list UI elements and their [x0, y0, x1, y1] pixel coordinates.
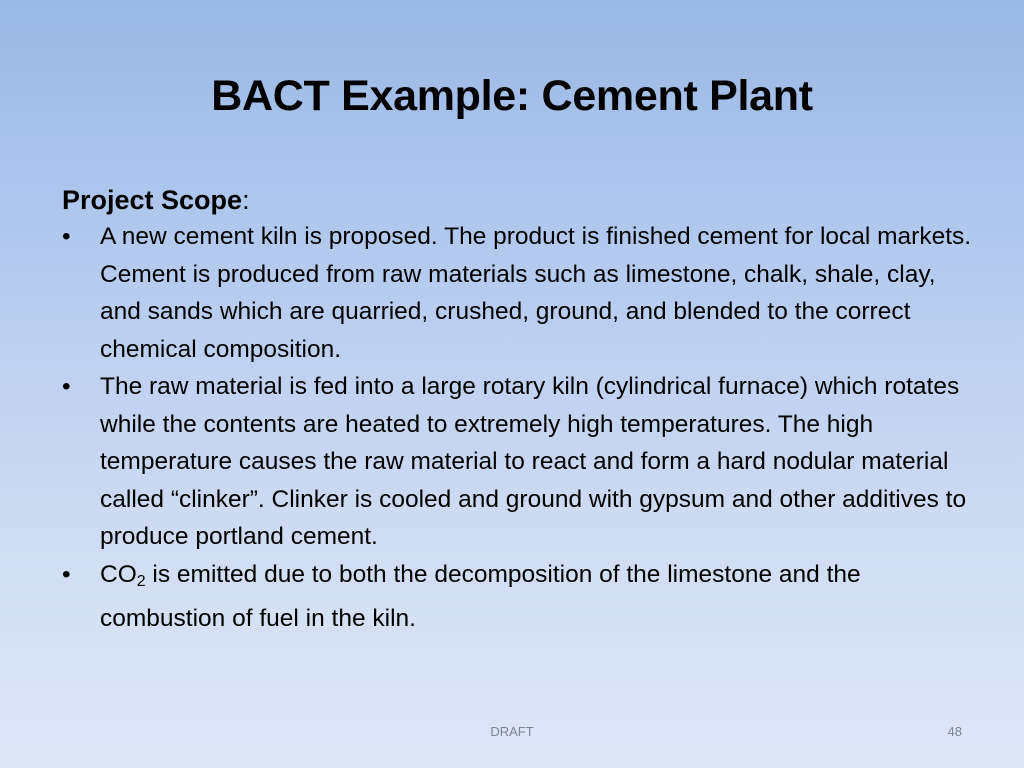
bullet-item [62, 556, 972, 638]
bullet-marker: • [62, 560, 71, 588]
bullet-item [62, 368, 972, 556]
bullet-text: The raw material is fed into a large rotary kiln (cylindrical furnace) which rotates while the contents are heated to extremely high temperatures. The high temperature causes the raw material to react and form a hard nodular material called “clinker”. Clinker is cooled and ground with gypsum and other additives to produce portland cement. [100, 373, 967, 550]
co2-formula: CO [100, 560, 137, 588]
project-scope-heading [62, 182, 972, 218]
slide-body [62, 182, 972, 637]
bullet-text: A new cement kiln is proposed. The product is finished cement for local markets. Cement is produced from raw materials such as limestone, chalk, shale, clay, and sands which are quarried, crushed, ground, and blended to the correct chemical composition. [100, 223, 972, 363]
project-scope-colon: : [242, 185, 250, 215]
bullet-marker: • [62, 223, 71, 250]
co2-subscript: 2 [136, 572, 146, 590]
slide-title: BACT Example: Cement Plant [211, 72, 813, 120]
bullet-list [62, 218, 972, 637]
bullet-text [100, 561, 861, 632]
slide-number: 48 [947, 724, 962, 739]
project-scope-label: Project Scope [62, 185, 243, 215]
bullet-item [62, 218, 972, 368]
bullet-marker: • [62, 373, 71, 400]
bullet-text-rest: is emitted due to both the decomposition of the limestone and the combustion of fuel in the kiln. [100, 560, 861, 632]
footer-draft-label: DRAFT [490, 724, 534, 739]
